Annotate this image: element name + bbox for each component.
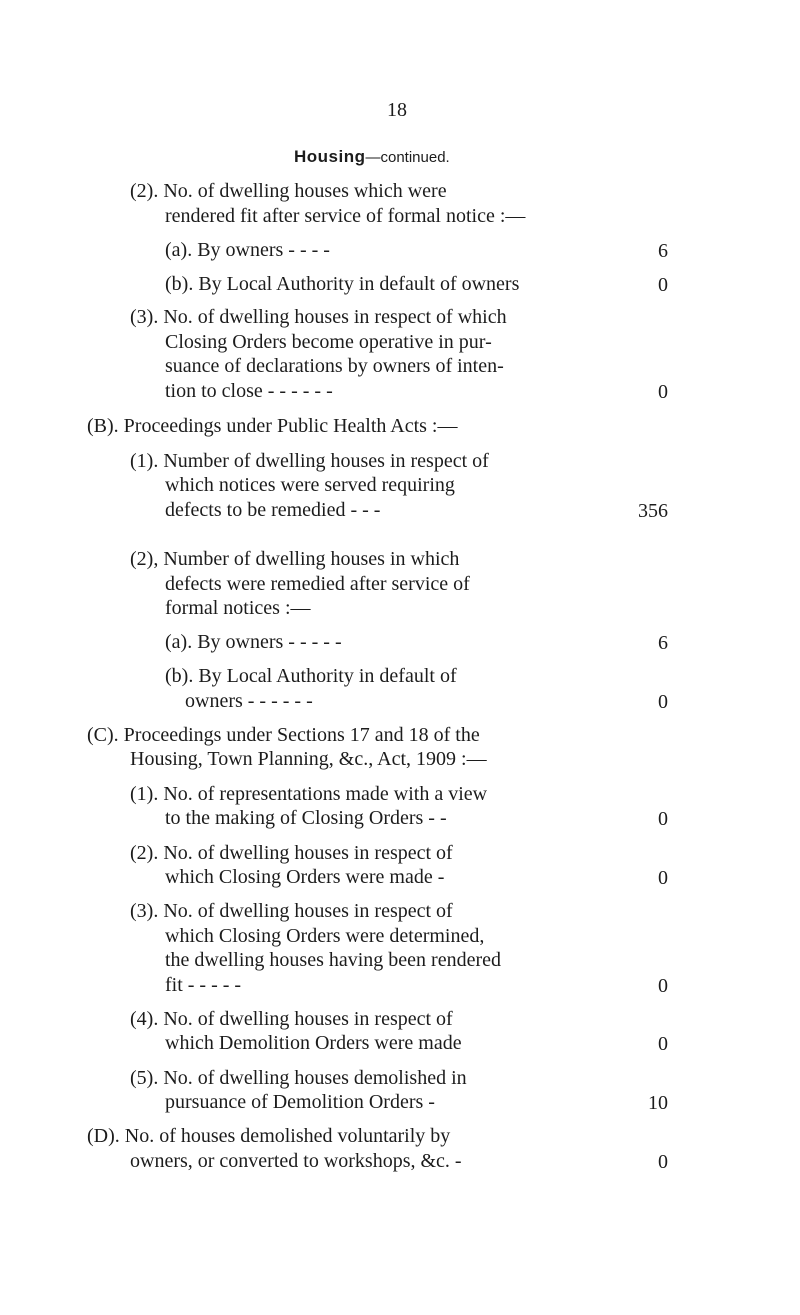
value-a2b: 0 bbox=[658, 274, 668, 296]
item-b2a: (a). By owners - - - - - bbox=[165, 631, 342, 653]
value-c3: 0 bbox=[658, 975, 668, 997]
item-b2b-line2: owners - - - - - - bbox=[185, 690, 313, 712]
section-d-line1: (D). No. of houses demolished voluntarily by bbox=[87, 1125, 451, 1147]
running-head-title: Housing bbox=[294, 147, 366, 166]
item-b1-line3: defects to be remedied - - - bbox=[165, 499, 381, 521]
item-c4-line2: which Demolition Orders were made bbox=[165, 1032, 462, 1054]
value-a2a: 6 bbox=[658, 240, 668, 262]
item-c2-line1: (2). No. of dwelling houses in respect of bbox=[130, 842, 453, 864]
item-c2-line2: which Closing Orders were made - bbox=[165, 866, 445, 888]
value-b2a: 6 bbox=[658, 632, 668, 654]
item-b1-line1: (1). Number of dwelling houses in respect of bbox=[130, 450, 489, 472]
item-c1-line2: to the making of Closing Orders - - bbox=[165, 807, 447, 829]
item-a2a: (a). By owners - - - - bbox=[165, 239, 330, 261]
section-c-heading-line1: (C). Proceedings under Sections 17 and 18 of the bbox=[87, 724, 480, 746]
item-c5-line1: (5). No. of dwelling houses demolished in bbox=[130, 1067, 467, 1089]
value-c1: 0 bbox=[658, 808, 668, 830]
item-b2-line1: (2), Number of dwelling houses in which bbox=[130, 548, 460, 570]
item-c3-line3: the dwelling houses having been rendered bbox=[165, 949, 502, 971]
section-c-heading-line2: Housing, Town Planning, &c., Act, 1909 :— bbox=[130, 748, 487, 770]
item-c3-line1: (3). No. of dwelling houses in respect of bbox=[130, 900, 453, 922]
item-c1-line1: (1). No. of representations made with a view bbox=[130, 783, 488, 805]
item-a3-line1: (3). No. of dwelling houses in respect of which bbox=[130, 306, 507, 328]
item-b2-line2: defects were remedied after service of bbox=[165, 573, 470, 595]
running-head-continued: —continued. bbox=[365, 149, 450, 166]
item-a2-line2: rendered fit after service of formal notice :— bbox=[165, 205, 526, 227]
item-b2-line3: formal notices :— bbox=[165, 597, 311, 619]
item-c3-line4: fit - - - - - bbox=[165, 974, 242, 996]
value-d: 0 bbox=[658, 1151, 668, 1173]
value-b2b: 0 bbox=[658, 691, 668, 713]
value-c4: 0 bbox=[658, 1033, 668, 1055]
value-a3: 0 bbox=[658, 381, 668, 403]
value-c5: 10 bbox=[648, 1092, 668, 1114]
page-number: 18 bbox=[387, 99, 407, 121]
section-b-heading: (B). Proceedings under Public Health Acts :— bbox=[87, 415, 458, 437]
item-c3-line2: which Closing Orders were determined, bbox=[165, 925, 485, 947]
item-a2-line1: (2). No. of dwelling houses which were bbox=[130, 180, 447, 202]
value-c2: 0 bbox=[658, 867, 668, 889]
item-a3-line4: tion to close - - - - - - bbox=[165, 380, 333, 402]
item-a3-line3: suance of declarations by owners of inten- bbox=[165, 355, 504, 377]
running-head bbox=[294, 147, 450, 167]
section-d-line2: owners, or converted to workshops, &c. - bbox=[130, 1150, 462, 1172]
item-b1-line2: which notices were served requiring bbox=[165, 474, 455, 496]
item-c4-line1: (4). No. of dwelling houses in respect of bbox=[130, 1008, 453, 1030]
item-a2b: (b). By Local Authority in default of owners bbox=[165, 273, 520, 295]
item-a3-line2: Closing Orders become operative in pur- bbox=[165, 331, 492, 353]
item-c5-line2: pursuance of Demolition Orders - bbox=[165, 1091, 435, 1113]
item-b2b-line1: (b). By Local Authority in default of bbox=[165, 665, 457, 687]
value-b1: 356 bbox=[638, 500, 668, 522]
